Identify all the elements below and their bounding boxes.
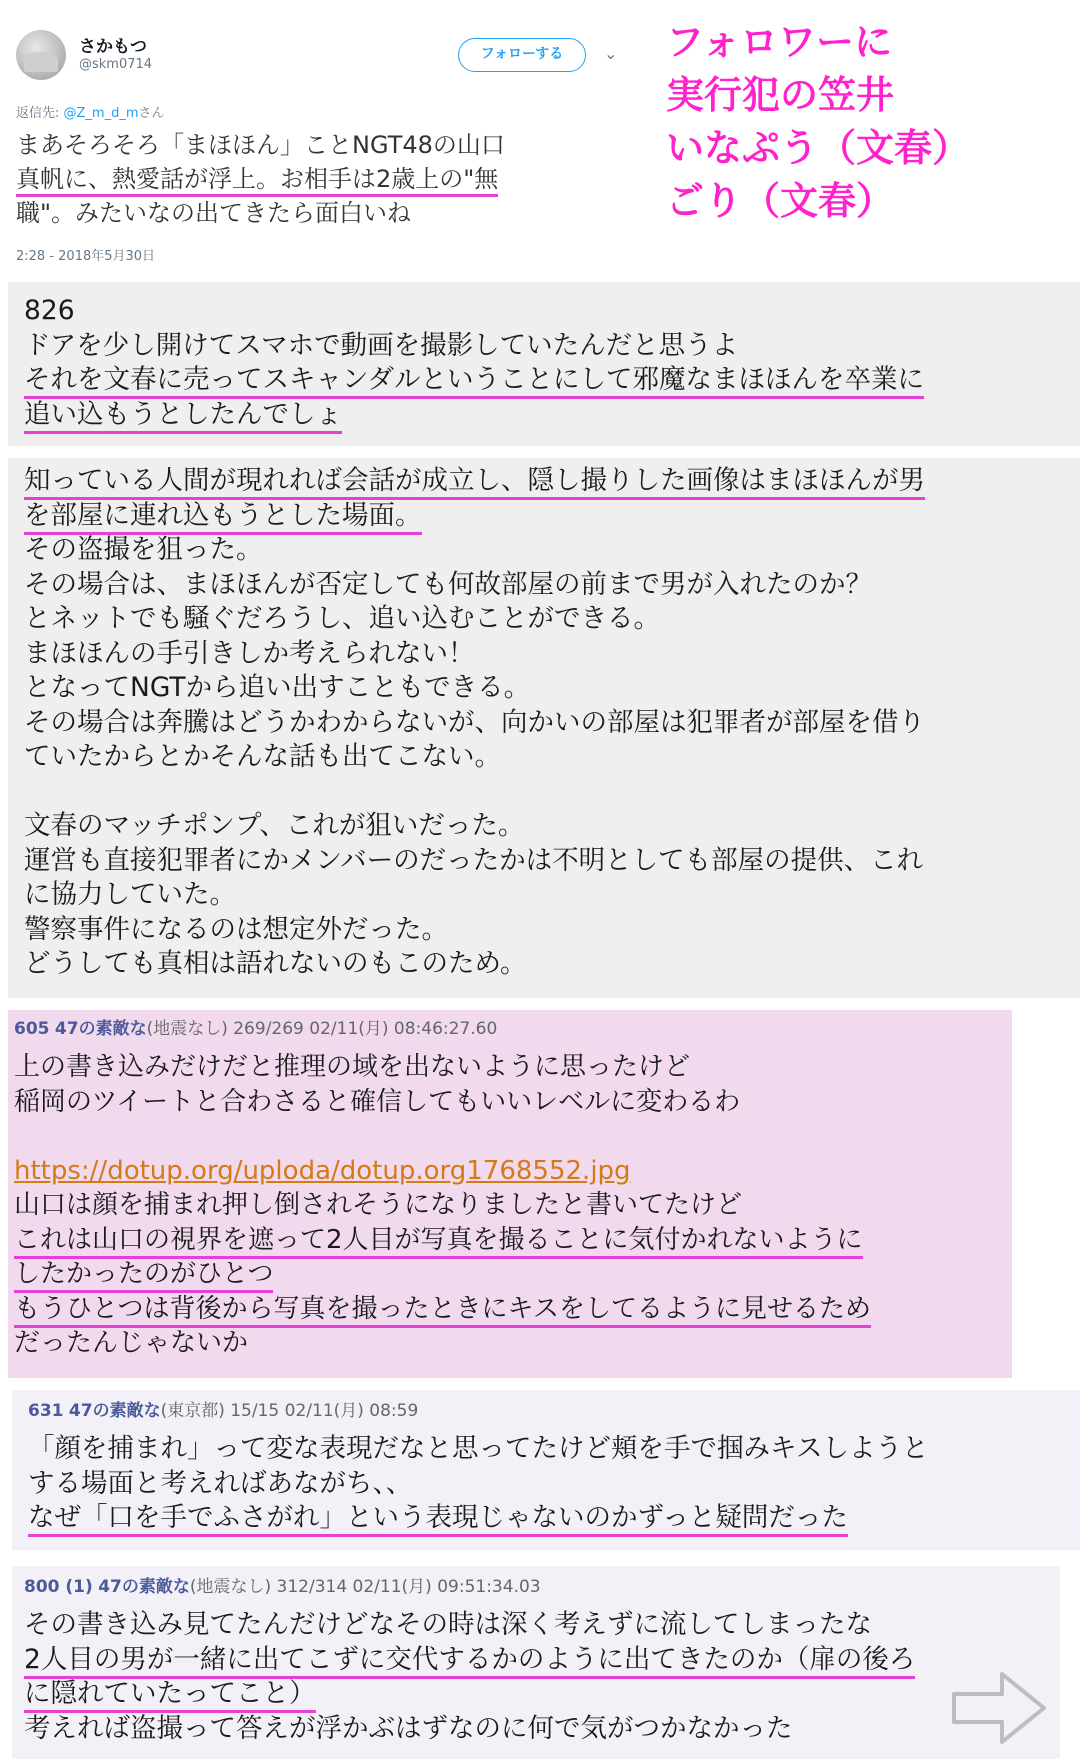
post-line: 山口は顔を捕まれ押し倒されそうになりましたと書いてたけど xyxy=(14,1190,743,1220)
post-line: 826 xyxy=(24,295,75,326)
post-line: その書き込み見てたんだけどなその時は深く考えずに流してしまったな xyxy=(24,1609,872,1640)
annotation-line: いなぷう（文春） xyxy=(666,126,971,170)
post-number[interactable]: 631 xyxy=(28,1401,64,1421)
tweet-text-line: 職"。みたいなの出てきたら面白いね xyxy=(16,199,412,227)
post-line: を部屋に連れ込もうとした場面。 xyxy=(24,499,1080,534)
poster-name: 47の素敵な xyxy=(54,1019,147,1039)
post-line: 2人目の男が一緒に出てこずに交代するかのように出てきたのか（扉の後ろ xyxy=(24,1643,1060,1678)
reply-mention-link[interactable]: @Z_m_d_m xyxy=(63,106,139,121)
post-line xyxy=(14,1119,1012,1154)
post-line: 追い込もうとしたんでしょ xyxy=(24,398,1080,433)
image-link[interactable]: https://dotup.org/uploda/dotup.org1768552.jpg xyxy=(14,1155,631,1186)
post-line: する場面と考えればあながち、、 xyxy=(28,1467,413,1499)
post-line: 上の書き込みだけだと推理の域を出ないように思ったけど xyxy=(14,1052,691,1082)
tweet-text-line: まあそろそろ「まほほん」ことNGT48の山口 xyxy=(16,131,505,159)
poster-name: 47の素敵な xyxy=(68,1401,161,1421)
post-line: 「顔を捕まれ」って変な表現だなと思ってたけど頬を手で掴みキスしようと xyxy=(28,1433,929,1464)
chevron-down-icon[interactable]: ⌄ xyxy=(604,44,618,63)
annotation-text xyxy=(666,16,1066,228)
post-line: 文春のマッチポンプ、これが狙いだった。 xyxy=(24,810,525,841)
post-line: その盗撮を狙った。 xyxy=(24,534,263,565)
annotation-line: 実行犯の笠井 xyxy=(666,73,895,117)
annotation-line: ごり（文春） xyxy=(666,179,895,223)
post-line: 知っている人間が現れれば会話が成立し、隠し撮りした画像はまほほんが男 xyxy=(24,464,1080,499)
post-line: これは山口の視界を遮って2人目が写真を撮ることに気付かれないように xyxy=(14,1223,1012,1258)
post-line: 運営も直接犯罪者にかメンバーのだったかは不明としても部屋の提供、これ xyxy=(24,844,924,876)
display-name[interactable]: さかもつ xyxy=(79,37,147,57)
post-line: したかったのがひとつ xyxy=(14,1257,1012,1292)
post-line xyxy=(14,1154,1012,1189)
reply-suffix: さん xyxy=(138,106,165,121)
post-line: まほほんの手引きしか考えられない！ xyxy=(24,637,475,669)
post-line: 稲岡のツイートと合わさると確信してもいいレベルに変わるわ xyxy=(14,1086,741,1117)
post-line: に隠れていたってこと） xyxy=(24,1677,1060,1712)
tweet-timestamp[interactable]: 2:28 - 2018年5月30日 xyxy=(16,249,156,264)
post-line: となってNGTから追い出すこともできる。 xyxy=(24,672,531,703)
right-arrow-icon[interactable] xyxy=(950,1668,1050,1748)
reply-prefix: 返信先: xyxy=(16,106,64,121)
post-body-long xyxy=(8,458,1080,998)
follow-button[interactable]: フォローする xyxy=(458,38,586,72)
post-line: に協力していた。 xyxy=(24,879,236,910)
post-line: もうひとつは背後から写真を撮ったときにキスをしてるように見せるため xyxy=(14,1292,1012,1327)
avatar[interactable] xyxy=(16,30,66,80)
post-826 xyxy=(8,282,1080,446)
post-line: それを文春に売ってスキャンダルということにして邪魔なまほほんを卒業に xyxy=(24,363,1080,398)
post-line: ドアを少し開けてスマホで動画を撮影していたんだと思うよ xyxy=(24,329,739,361)
post-line: 警察事件になるのは想定外だった。 xyxy=(24,913,448,945)
handle[interactable]: @skm0714 xyxy=(79,57,153,72)
post-line: その場合は奔騰はどうかわからないが、向かいの部屋は犯罪者が部屋を借り xyxy=(24,706,925,738)
post-line: その場合は、まほほんが否定しても何故部屋の前まで男が入れたのか？ xyxy=(24,568,872,600)
tweet-card xyxy=(0,0,660,275)
post-number[interactable]: 605 xyxy=(14,1019,50,1039)
post-line: ていたからとかそんな話も出てこない。 xyxy=(24,741,501,772)
post-info: (東京都) 15/15 02/11(月) 08:59 xyxy=(160,1401,419,1421)
post-line: なぜ「口を手でふさがれ」という表現じゃないのかずっと疑問だった xyxy=(28,1501,1080,1536)
poster-name: 47の素敵な xyxy=(98,1577,190,1597)
reply-to xyxy=(16,102,165,121)
post-line: だったんじゃないか xyxy=(14,1328,249,1358)
tweet-text xyxy=(16,128,636,230)
tweet-text-line: 真帆に、熱愛話が浮上。お相手は2歳上の"無 xyxy=(16,162,636,196)
post-605 xyxy=(8,1010,1012,1378)
post-line: どうしても真相は語れないのもこのため。 xyxy=(24,948,527,979)
post-meta xyxy=(28,1398,1080,1424)
post-line xyxy=(24,775,1080,810)
post-800 xyxy=(12,1566,1060,1759)
post-meta xyxy=(14,1016,1012,1042)
annotation-line: フォロワーに xyxy=(666,20,893,64)
post-631 xyxy=(12,1390,1080,1550)
post-line: とネットでも騒ぐだろうし、追い込むことができる。 xyxy=(24,603,660,634)
post-info: (地震なし) 269/269 02/11(月) 08:46:27.60 xyxy=(146,1019,498,1039)
post-meta xyxy=(24,1574,1060,1600)
post-line: 考えれば盗撮って答えが浮かぶはずなのに何で気がつかなかった xyxy=(24,1712,793,1744)
post-number[interactable]: 800 (1) xyxy=(24,1577,93,1597)
post-info: (地震なし) 312/314 02/11(月) 09:51:34.03 xyxy=(189,1577,541,1597)
